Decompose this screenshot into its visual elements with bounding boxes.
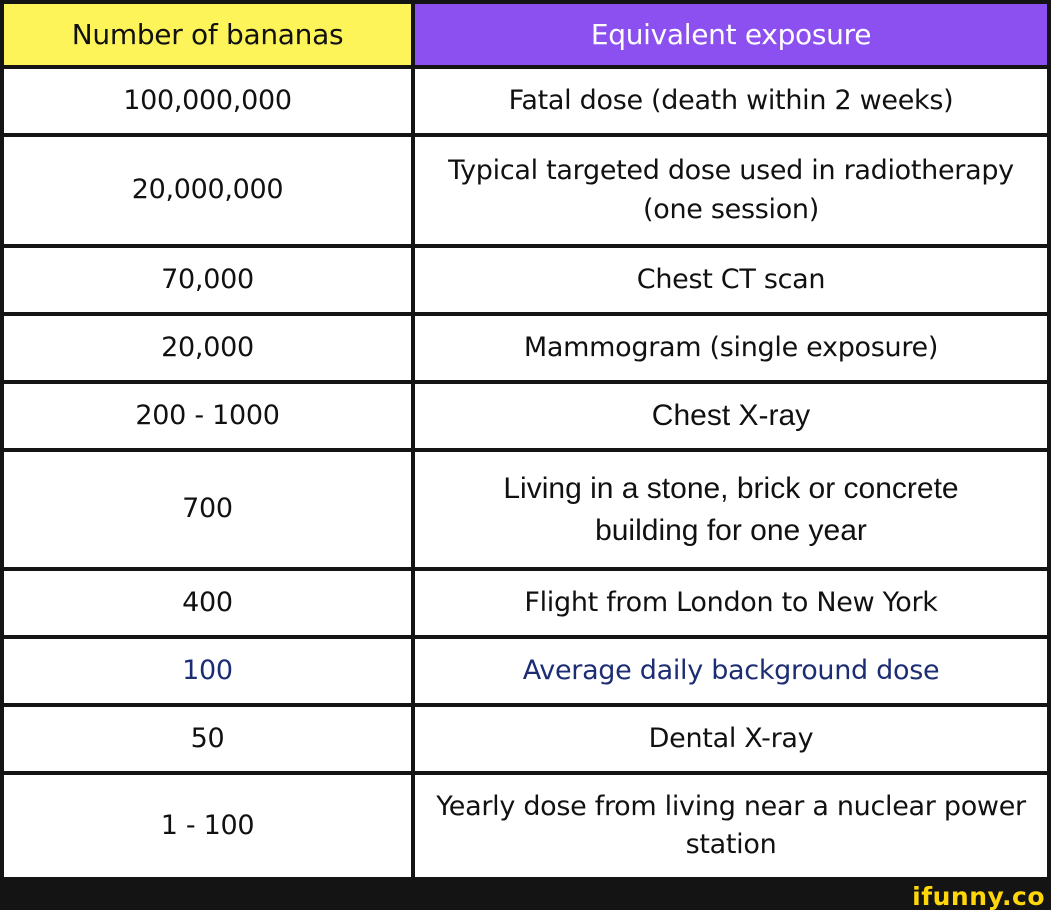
bananas-cell-row-2: 20,000,000 xyxy=(4,137,411,244)
bananas-cell-row-9: 50 xyxy=(4,707,411,771)
bananas-cell-row-3: 70,000 xyxy=(4,248,411,312)
exposure-cell-row-6: Living in a stone, brick or concrete building for one year xyxy=(415,452,1047,567)
bananas-cell-row-6: 700 xyxy=(4,452,411,567)
bananas-cell-row-7: 400 xyxy=(4,571,411,635)
exposure-cell-row-7: Flight from London to New York xyxy=(415,571,1047,635)
bananas-cell-row-1: 100,000,000 xyxy=(4,69,411,133)
bananas-cell-row-5: 200 - 1000 xyxy=(4,384,411,448)
exposure-cell-row-1: Fatal dose (death within 2 weeks) xyxy=(415,69,1047,133)
exposure-cell-row-4: Mammogram (single exposure) xyxy=(415,316,1047,380)
exposure-cell-row-2: Typical targeted dose used in radiotherapy (one session) xyxy=(415,137,1047,244)
exposure-cell-row-9: Dental X-ray xyxy=(415,707,1047,771)
bananas-cell-row-4: 20,000 xyxy=(4,316,411,380)
ifunny-watermark: ifunny.co xyxy=(912,882,1045,910)
exposure-cell-row-8: Average daily background dose xyxy=(415,639,1047,703)
exposure-cell-row-10: Yearly dose from living near a nuclear power station xyxy=(415,775,1047,877)
exposure-cell-row-3: Chest CT scan xyxy=(415,248,1047,312)
header-equivalent-exposure: Equivalent exposure xyxy=(415,4,1047,65)
footer-bar xyxy=(0,882,1051,910)
header-number-of-bananas: Number of bananas xyxy=(4,4,411,65)
bananas-cell-row-8: 100 xyxy=(4,639,411,703)
exposure-cell-row-5: Chest X-ray xyxy=(415,384,1047,448)
bananas-cell-row-10: 1 - 100 xyxy=(4,775,411,877)
